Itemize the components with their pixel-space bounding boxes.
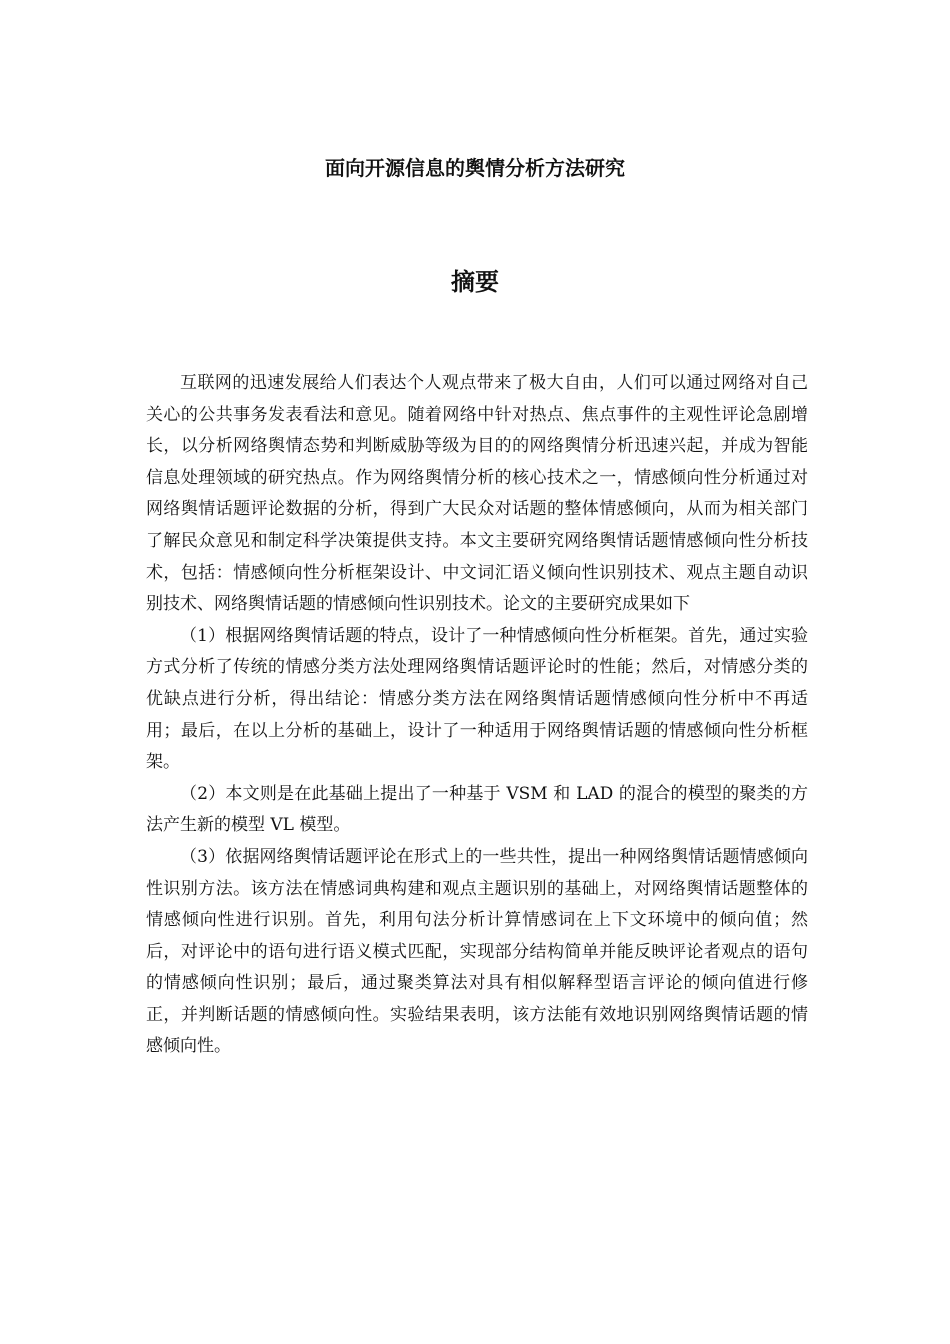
abstract-paragraph-result-3: （3）依据网络舆情话题评论在形式上的一些共性，提出一种网络舆情话题情感倾向性识别方法。该方法在情感词典构建和观点主题识别的基础上，对网络舆情话题整体的情感倾向性进行识别。首先，利用句法分析计算情感词在上下文环境中的倾向值；然后，对评论中的语句进行语义模式匹配，实现部分结构简单并能反映评论者观点的语句的情感倾向性识别；最后，通过聚类算法对具有相似解释型语言评论的倾向值进行修正，并判断话题的情感倾向性。实验结果表明，该方法能有效地识别网络舆情话题的情感倾向性。 — [146, 846, 808, 1057]
abstract-paragraph-intro: 互联网的迅速发展给人们表达个人观点带来了极大自由，人们可以通过网络对自己关心的公共事务发表看法和意见。随着网络中针对热点、焦点事件的主观性评论急剧增长，以分析网络舆情态势和判断威胁等级为目的的网络舆情分析迅速兴起，并成为智能信息处理领域的研究热点。作为网络舆情分析的核心技术之一，情感倾向性分析通过对网络舆情话题评论数据的分析，得到广大民众对话题的整体情感倾向，从而为相关部门了解民众意见和制定科学决策提供支持。本文主要研究网络舆情话题情感倾向性分析技术，包括：情感倾向性分析框架设计、中文词汇语义倾向性识别技术、观点主题自动识别技术、网络舆情话题的情感倾向性识别技术。论文的主要研究成果如下 — [146, 373, 808, 615]
abstract-body — [146, 368, 808, 1063]
document-title: 面向开源信息的舆情分析方法研究 — [325, 156, 625, 180]
abstract-paragraph-result-1: （1）根据网络舆情话题的特点，设计了一种情感倾向性分析框架。首先，通过实验方式分析了传统的情感分类方法处理网络舆情话题评论时的性能；然后，对情感分类的优缺点进行分析，得出结论：情感分类方法在网络舆情话题情感倾向性分析中不再适用；最后，在以上分析的基础上，设计了一种适用于网络舆情话题的情感倾向性分析框架。 — [146, 625, 808, 773]
abstract-paragraph-result-2: （2）本文则是在此基础上提出了一种基于 VSM 和 LAD 的混合的模型的聚类的方法产生新的模型 VL 模型。 — [146, 783, 808, 836]
abstract-heading: 摘要 — [451, 267, 499, 296]
